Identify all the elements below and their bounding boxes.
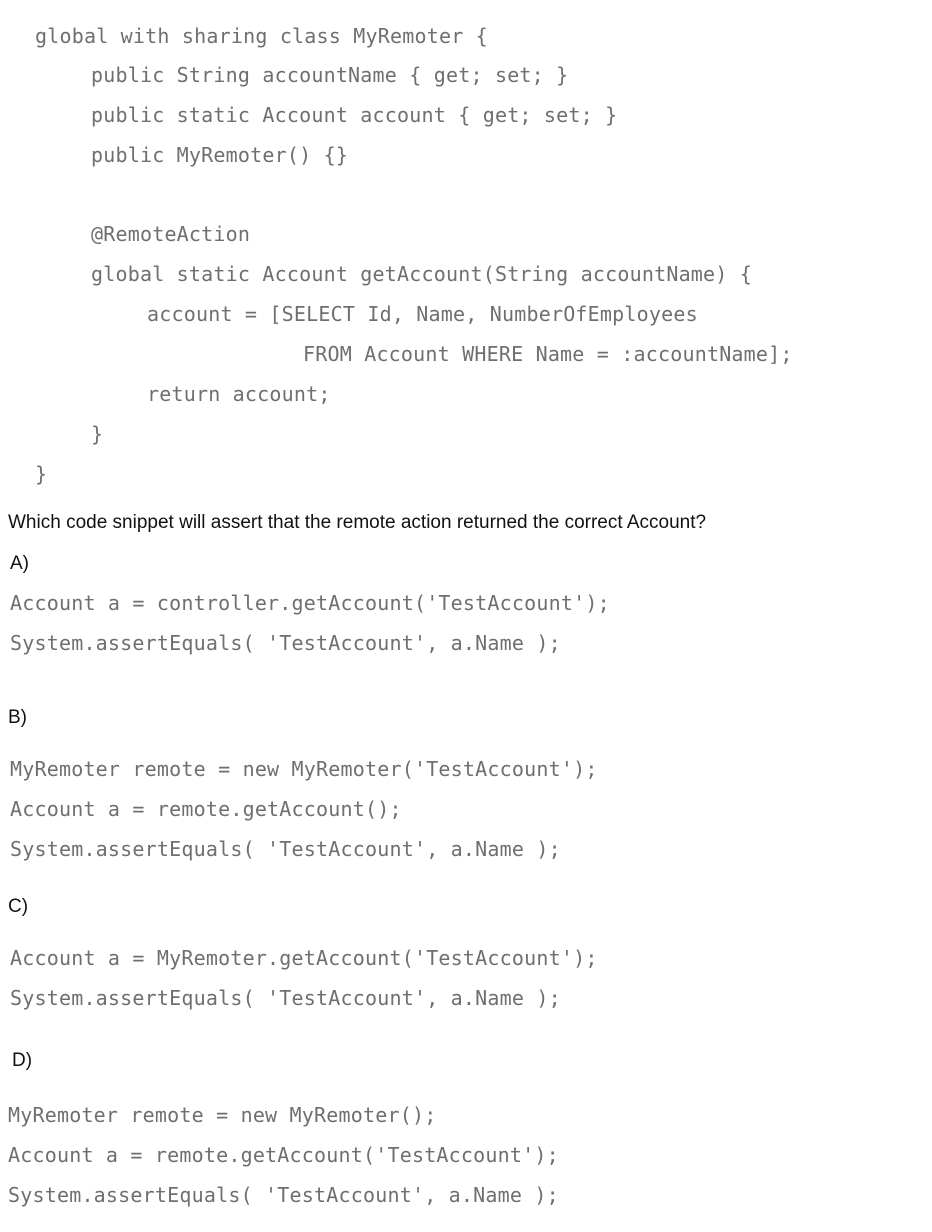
code-line-annotation: @RemoteAction <box>91 222 251 246</box>
option-b-code-line-3: System.assertEquals( 'TestAccount', a.Name ); <box>10 837 561 861</box>
option-d-code-line-2: Account a = remote.getAccount('TestAccount'); <box>8 1143 559 1167</box>
code-line-soql-from: FROM Account WHERE Name = :accountName]; <box>303 342 793 366</box>
option-d-label: D) <box>12 1050 33 1071</box>
option-a-code-line-2: System.assertEquals( 'TestAccount', a.Name ); <box>10 631 561 655</box>
code-line-account-prop: public static Account account { get; set; } <box>91 103 618 127</box>
option-b-label: B) <box>8 707 27 728</box>
option-a-label: A) <box>10 553 29 574</box>
code-line-class-close: } <box>35 462 48 486</box>
code-line-class-decl: global with sharing class MyRemoter { <box>35 24 488 48</box>
option-b-code-line-1: MyRemoter remote = new MyRemoter('TestAccount'); <box>10 757 598 781</box>
option-d-code-line-1: MyRemoter remote = new MyRemoter(); <box>8 1103 437 1127</box>
code-line-accountname-prop: public String accountName { get; set; } <box>91 63 569 87</box>
option-a-code-line-1: Account a = controller.getAccount('TestAccount'); <box>10 591 610 615</box>
code-line-constructor: public MyRemoter() {} <box>91 143 349 167</box>
question-text: Which code snippet will assert that the remote action returned the correct Account? <box>8 512 707 533</box>
option-c-code-line-2: System.assertEquals( 'TestAccount', a.Name ); <box>10 986 561 1010</box>
code-line-method-decl: global static Account getAccount(String accountName) { <box>91 262 753 286</box>
option-d-code-line-3: System.assertEquals( 'TestAccount', a.Name ); <box>8 1183 559 1207</box>
code-line-method-close: } <box>91 422 104 446</box>
option-b-code-line-2: Account a = remote.getAccount(); <box>10 797 402 821</box>
code-line-soql-select: account = [SELECT Id, Name, NumberOfEmployees <box>147 302 698 326</box>
code-line-return: return account; <box>147 382 331 406</box>
option-c-code-line-1: Account a = MyRemoter.getAccount('TestAccount'); <box>10 946 598 970</box>
option-c-label: C) <box>8 896 29 917</box>
